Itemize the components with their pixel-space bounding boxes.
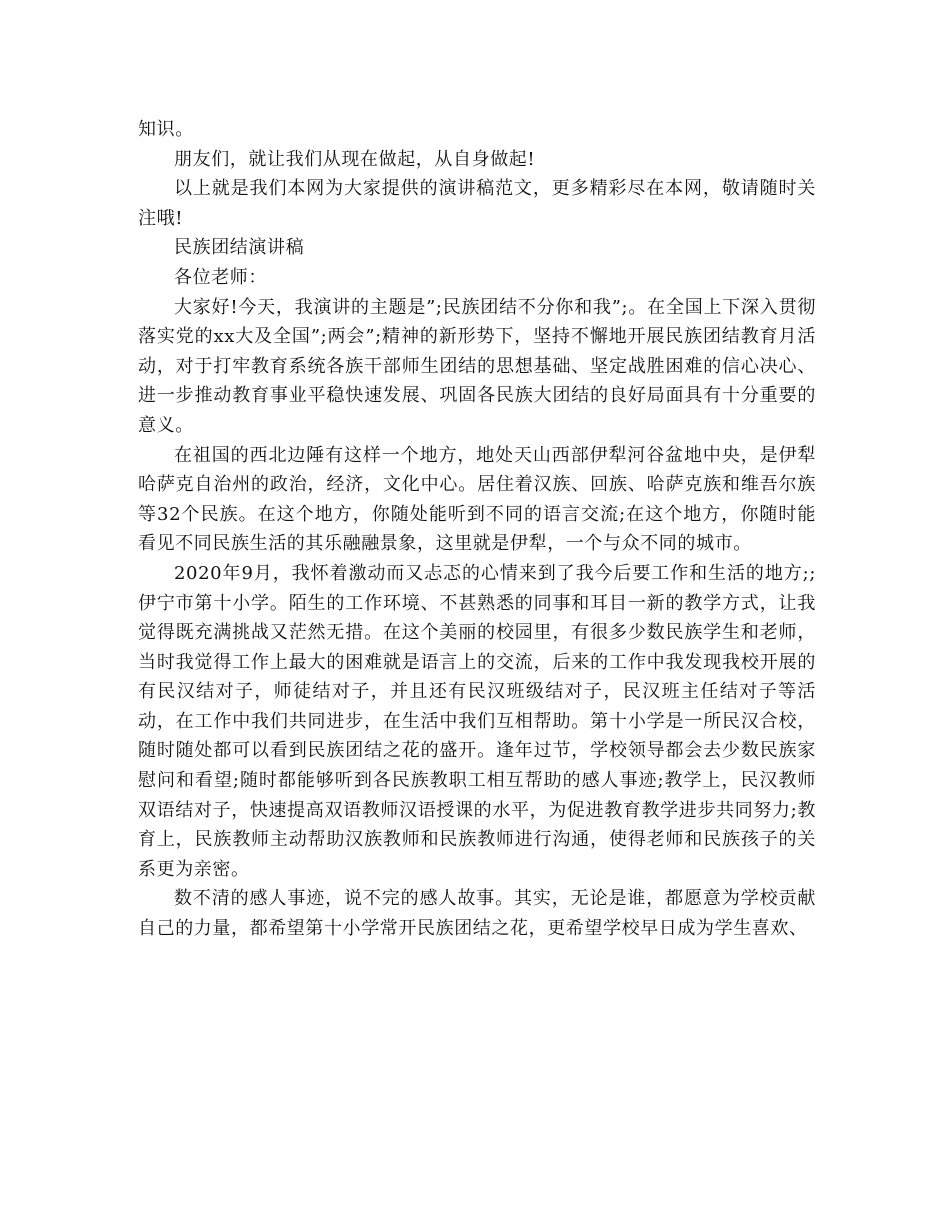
paragraph-intro: 大家好!今天，我演讲的主题是”;民族团结不分你和我”;。在全国上下深入贯彻落实党的xx大及全国”;两会”;精神的新形势下，坚持不懈地开展民族团结教育月活动，对于打牢教育系统各族干部师生团结的思想基础、坚定战胜困难的信心决心、进一步推动教育事业平稳快速发展、巩固各民族大团结的良好局面具有十分重要的意义。 xyxy=(138,296,816,436)
paragraph-yili: 在祖国的西北边陲有这样一个地方，地处天山西部伊犁河谷盆地中央，是伊犁哈萨克自治州的政治，经济，文化中心。居住着汉族、回族、哈萨克族和维吾尔族等32个民族。在这个地方，你随处能听到不同的语言交流;在这个地方，你随时能看见不同民族生活的其乐融融景象，这里就是伊犁，一个与众不同的城市。 xyxy=(138,444,816,555)
paragraph-school-story: 2020年9月，我怀着激动而又忐忑的心情来到了我今后要工作和生活的地方;;伊宁市第十小学。陌生的工作环境、不甚熟悉的同事和耳目一新的教学方式，让我觉得既充满挑战又茫然无措。在这个美丽的校园里，有很多少数民族学生和老师，当时我觉得工作上最大的困难就是语言上的交流，后来的工作中我发现我校开展的有民汉结对子，师徒结对子，并且还有民汉班级结对子，民汉班主任结对子等活动，在工作中我们共同进步，在生活中我们互相帮助。第十小学是一所民汉合校，随时随处都可以看到民族团结之花的盛开。逢年过节，学校领导都会去少数民族家慰问和看望;随时都能够听到各民族教职工相互帮助的感人事迹;教学上，民汉教师双语结对子，快速提高双语教师汉语授课的水平，为促进教育教学进步共同努力;教育上，民族教师主动帮助汉族教师和民族教师进行沟通，使得老师和民族孩子的关系更为亲密。 xyxy=(138,562,816,880)
document-body xyxy=(138,115,816,944)
paragraph-closing: 数不清的感人事迹，说不完的感人故事。其实，无论是谁，都愿意为学校贡献自己的力量，都希望第十小学常开民族团结之花，更希望学校早日成为学生喜欢、 xyxy=(138,888,816,940)
paragraph-continuation: 知识。 xyxy=(138,119,194,140)
paragraph-call-to-action: 朋友们，就让我们从现在做起，从自身做起! xyxy=(174,148,536,170)
speech-title: 民族团结演讲稿 xyxy=(174,237,305,259)
speech-salutation: 各位老师： xyxy=(174,266,267,288)
paragraph-site-note: 以上就是我们本网为大家提供的演讲稿范文，更多精彩尽在本网，敬请随时关注哦! xyxy=(138,178,816,229)
